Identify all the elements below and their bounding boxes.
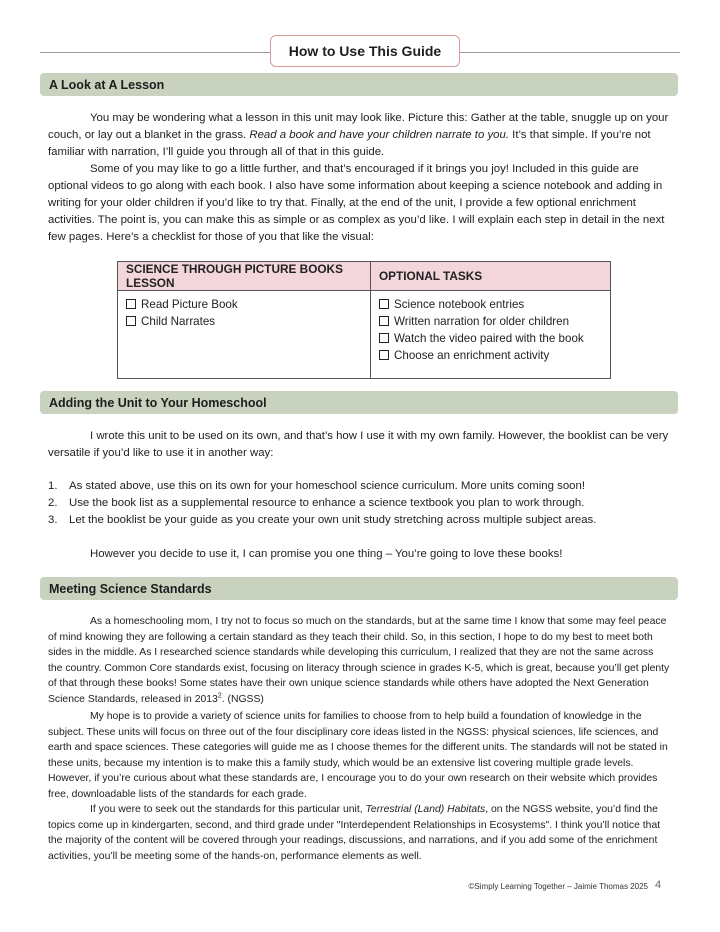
footer-credit: ©Simply Learning Together – Jaimie Thomas 2025 [468, 882, 648, 891]
checklist-item [379, 330, 602, 347]
list-item-text: As stated above, use this on its own for your homeschool science curriculum. More units coming soon! [69, 480, 585, 492]
section-heading-standards: Meeting Science Standards [40, 577, 678, 600]
checklist-header-optional: OPTIONAL TASKS [371, 262, 611, 291]
checkbox-icon [379, 350, 389, 360]
usage-list [48, 478, 670, 529]
standards-p3-text-b: , on the NGSS website, you’d find the topics come up in kindergarten, second, and third grade under "Interdependent Relationships in Ecosystems". I think you’ll notice that the majority of the content will be covered through your readings, discussions, and narrations, and if you add some of the enrichment activities, you’ll be meeting some of the hands-on, performance elements as well. [48, 804, 661, 862]
standards-p3-text-a: If you were to seek out the standards for this particular unit, [90, 804, 366, 815]
lesson-checklist-table [117, 261, 611, 379]
standards-p1-text: As a homeschooling mom, I try not to focus so much on the standards, but at the same time I know that some may feel peace of mind knowing they are following a certain standard as they teach their child. So, in this section, I hope to do my best to meet both sides in the middle. As I researched science standards while developing this curriculum, I realized that they are not the same across the country. Common Core standards exist, focusing on literacy through science in grades K-5, which is great, because you’ll get plenty of that through these books! Some states have their own unique science standards while others have adopted the Next Generation Science Standards, released in 2013 [48, 616, 670, 705]
list-number: 2. [48, 497, 58, 509]
section-heading-homeschool: Adding the Unit to Your Homeschool [40, 391, 678, 414]
checklist-item-label: Child Narrates [141, 315, 216, 328]
unit-title-emphasis: Terrestrial (Land) Habitats [365, 804, 486, 815]
checklist-item [126, 313, 362, 330]
checklist-header-lesson: SCIENCE THROUGH PICTURE BOOKS LESSON [118, 262, 371, 291]
checkbox-icon [126, 316, 136, 326]
checklist-item [126, 296, 362, 313]
list-item-text: Use the book list as a supplemental resource to enhance a science textbook you plan to work through. [69, 497, 585, 509]
checklist-item-label: Choose an enrichment activity [394, 349, 550, 362]
standards-paragraph-2: My hope is to provide a variety of science units for families to choose from to help build a foundation of knowledge in the subject. These units will focus on three out of the four disciplinary core ideas listed in the NGSS: physical sciences, life sciences, and earth and space sciences. These categories will guide me as I choose themes for the different units. The standards will not be stated in these units, because my intention is to make this a family study, which would be an extensive list covering multiple grade levels. However, if you’re curious about what these standards are, I encourage you to do your own research on their website which provides free, downloadable lists of the standards for each grade. [48, 711, 668, 800]
checklist-item [379, 296, 602, 313]
page-title: How to Use This Guide [270, 35, 460, 67]
list-number: 3. [48, 514, 58, 526]
checkbox-icon [379, 299, 389, 309]
standards-paragraph-3 [48, 802, 670, 864]
checkbox-icon [379, 333, 389, 343]
lesson-p1-emphasis: Read a book and have your children narrate to you. [249, 129, 509, 141]
homeschool-closing: However you decide to use it, I can promise you one thing – You’re going to love these books! [90, 548, 563, 560]
usage-list-item [48, 495, 670, 512]
standards-paragraph-1 [48, 614, 670, 707]
lesson-p1-text-b: It’s that simple. If you’re not familiar with narration, I’ll guide you through all of that in this guide. [48, 129, 651, 158]
checklist-item-label: Watch the video paired with the book [394, 332, 584, 345]
list-number: 1. [48, 480, 58, 492]
footnote-marker: 2 [217, 692, 222, 700]
list-item-text: Let the booklist be your guide as you create your own unit study stretching across multiple subject areas. [69, 514, 597, 526]
checkbox-icon [379, 316, 389, 326]
lesson-p1-text-a: You may be wondering what a lesson in this unit may look like. Picture this: Gather at the table, snuggle up on your couch, or lay out a blanket in the grass. [48, 112, 669, 141]
usage-list-item [48, 478, 670, 495]
checklist-item [379, 347, 602, 364]
lesson-paragraph-2: Some of you may like to go a little further, and that’s encouraged if it brings you joy! Included in this guide are optional videos to go along with each book. I also have some information about keeping a science notebook and adding in writing for your older children if you’d like to try that. Finally, at the end of the unit, I provide a few optional enrichment activities. The point is, you can make this as simple or as complex as you’d like. I will explain each step in detail in the next few pages. Here’s a checklist for those of you that like the visual: [48, 163, 665, 243]
checklist-item-label: Read Picture Book [141, 298, 238, 311]
page-number: 4 [655, 879, 662, 891]
checklist-optional-cell [371, 291, 611, 379]
checklist-item-label: Science notebook entries [394, 298, 525, 311]
checklist-lesson-cell [118, 291, 371, 379]
checkbox-icon [126, 299, 136, 309]
section-heading-lesson: A Look at A Lesson [40, 73, 678, 96]
homeschool-paragraph-1: I wrote this unit to be used on its own, and that’s how I use it with my own family. However, the booklist can be very versatile if you’d like to use it in another way: [48, 430, 669, 459]
usage-list-item [48, 512, 670, 529]
checklist-item-label: Written narration for older children [394, 315, 570, 328]
standards-p1-end: . (NGSS) [221, 693, 264, 705]
checklist-item [379, 313, 602, 330]
lesson-paragraph-1 [48, 110, 670, 161]
